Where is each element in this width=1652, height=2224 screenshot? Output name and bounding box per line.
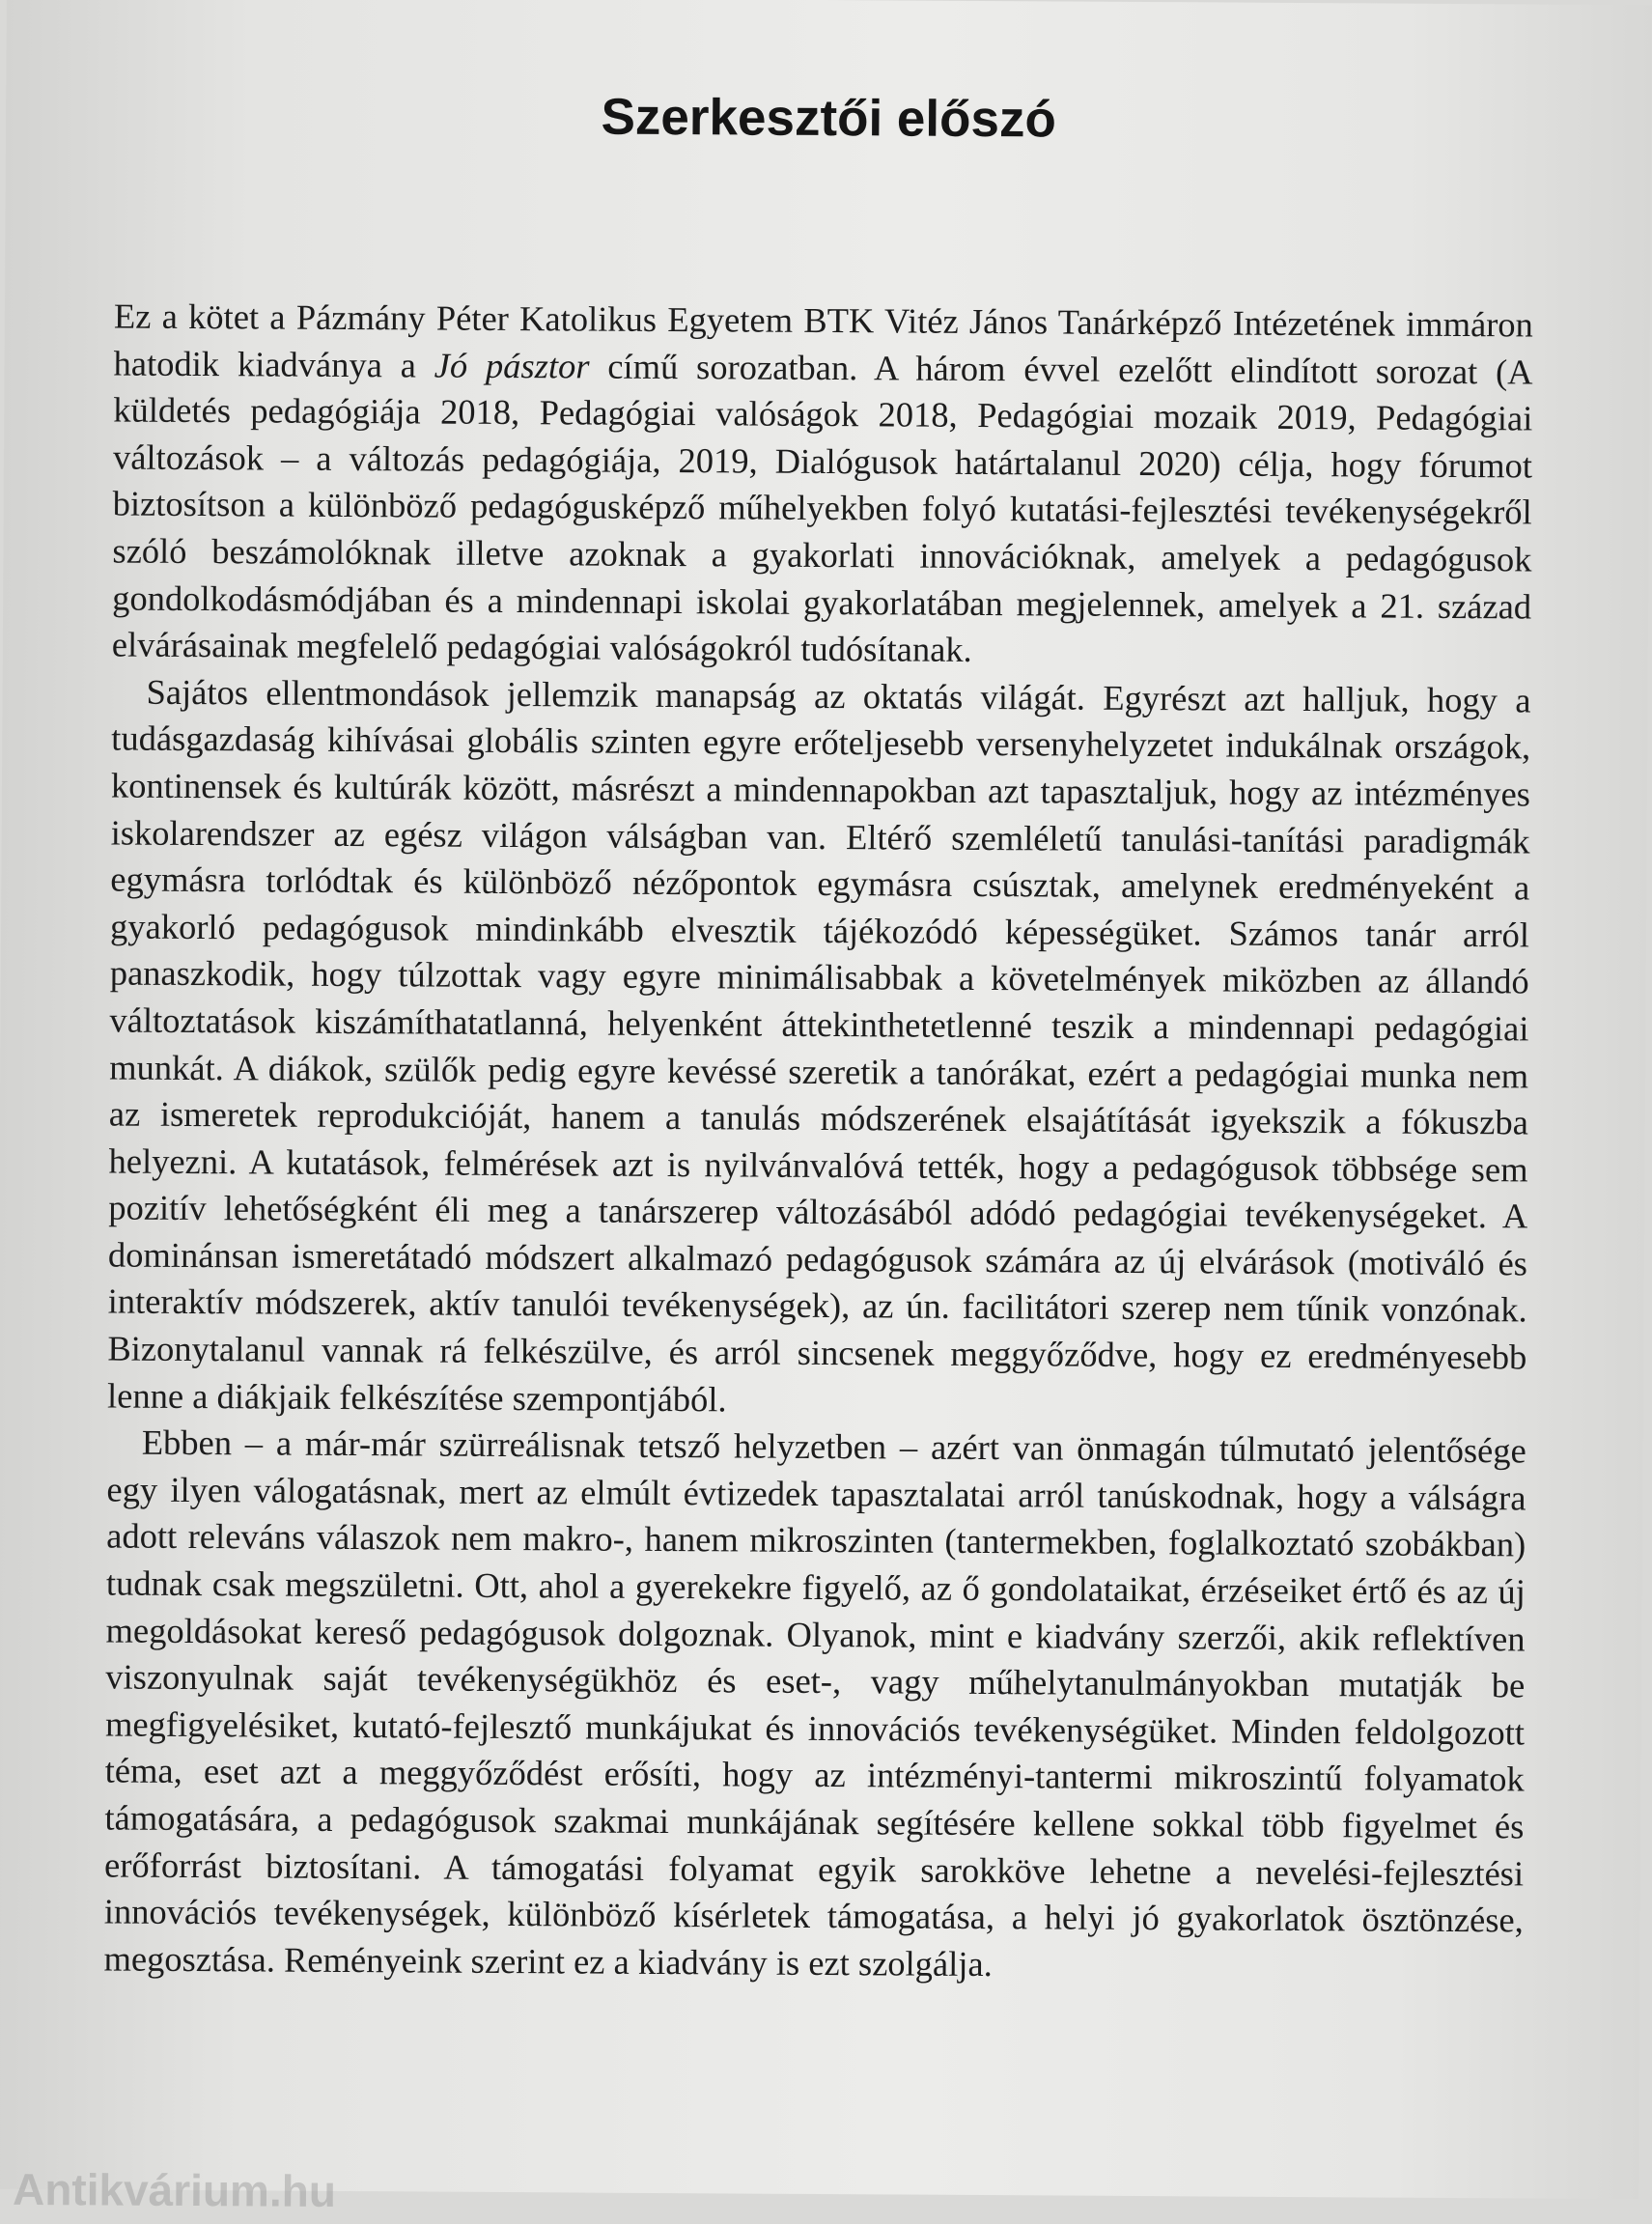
page-title: Szerkesztői előszó	[601, 88, 1057, 149]
paragraph-1	[112, 294, 1533, 678]
paragraph-3: Ebben – a már-már szürreálisnak tetsző helyzetben – azért van önmagán túlmutató jelentősége egy ilyen válogatásnak, mert az elmúlt évtizedek tapasztalatai arról tanúskodnak, hogy a válságra adott releváns válaszok nem makro-, hanem mikroszinten (tantermekben, foglalkoztató szobákban) tudnak csak megszületni. Ott, ahol a gyerekekre figyelő, az ő gondolataikat, érzéseiket értő és az új megoldásokat kereső pedagógusok dolgoznak. Olyanok, mint e kiadvány szerzői, akik reflektíven viszonyulnak saját tevékenységükhöz és eset-, vagy műhelytanulmányokban mutatják be megfigyelésiket, kutató-fejlesztő munkájukat és innovációs tevékenységüket. Minden feldolgozott téma, eset azt a meggyőződést erősíti, hogy az intézményi-tantermi mikroszintű folyamatok támogatására, a pedagógusok szakmai munkájának segítésére kellene sokkal több figyelmet és erőforrást biztosítani. A támogatási folyamat egyik sarokköve lehetne a nevelési-fejlesztési innovációs tevékenységek, különböző kísérletek támogatása, a helyi jó gyakorlatok ösztönzése, megosztása. Reményeink szerint ez a kiadvány is ezt szolgálja.	[103, 1422, 1526, 1984]
paragraph-1-text-start: Ez a kötet a Pázmány Péter Katolikus Egyetem BTK Vitéz János Tanárképző Intézetének immáron hatodik kiadványa a	[113, 296, 1534, 385]
paragraph-2: Sajátos ellentmondások jellemzik manapság az oktatás világát. Egyrészt azt halljuk, hogy a tudásgazdaság kihívásai globális szinten egyre erőteljesebb versenyhelyzetet indukálnak országok, kontinensek és kultúrák között, másrészt a mindennapokban azt tapasztaljuk, hogy az intézményes iskolarendszer az egész világon válságban van. Eltérő szemléletű tanulási-tanítási paradigmák egymásra torlódtak és különböző nézőpontok egymásra csúsztak, amelynek eredményeként a gyakorló pedagógusok mindinkább elvesztik tájékozódó képességüket. Számos tanár arról panaszkodik, hogy túlzottak vagy egyre minimálisabbak a követelmények miközben az állandó változtatások kiszámíthatatlanná, helyenként áttekinthetetlenné teszik a mindennapi pedagógiai munkát. A diákok, szülők pedig egyre kevéssé szeretik a tanórákat, ezért a pedagógiai munka nem az ismeretek reprodukcióját, hanem a tanulás módszerének elsajátítását igyekszik a fókuszba helyezni. A kutatások, felmérések azt is nyilvánvalóvá tették, hogy a pedagógusok többsége sem pozitív lehetőségként éli meg a tanárszerep változásából adódó pedagógiai tevékenységeket. A dominánsan ismeretátadó módszert alkalmazó pedagógusok számára az új elvárások (motiváló és interaktív módszerek, aktív tanulói tevékenységek), az ún. facilitátori szerep nem tűnik vonzónak. Bizonytalanul vannak rá felkészülve, és arról sincsenek meggyőződve, hogy ez eredményesebb lenne a diákjaik felkészítése szempontjából.	[106, 671, 1531, 1420]
watermark-logo: Antikvárium.hu	[12, 2163, 337, 2216]
series-title-italic: Jó pásztor	[434, 345, 590, 386]
body-text	[103, 294, 1533, 1991]
paragraph-1-text-end: című sorozatban. A három évvel ezelőtt elindított sorozat (A küldetés pedagógiája 2018, Pedagógiai valóságok 2018, Pedagógiai mozaik 2019, Pedagógiai változások – a változás pedagógiája, 2019, Dialógusok határtalanul 2020) célja, hogy fórumot biztosítson a különböző pedagógusképző műhelyekben folyó kutatási-fejlesztési tevékenységekről szóló beszámolóknak illetve azoknak a gyakorlati innovációknak, amelyek a pedagógusok gondolkodásmódjában és a mindennapi iskolai gyakorlatában megjelennek, amelyek a 21. század elvárásainak megfelelő pedagógiai valóságokról tudósítanak.	[111, 346, 1533, 670]
